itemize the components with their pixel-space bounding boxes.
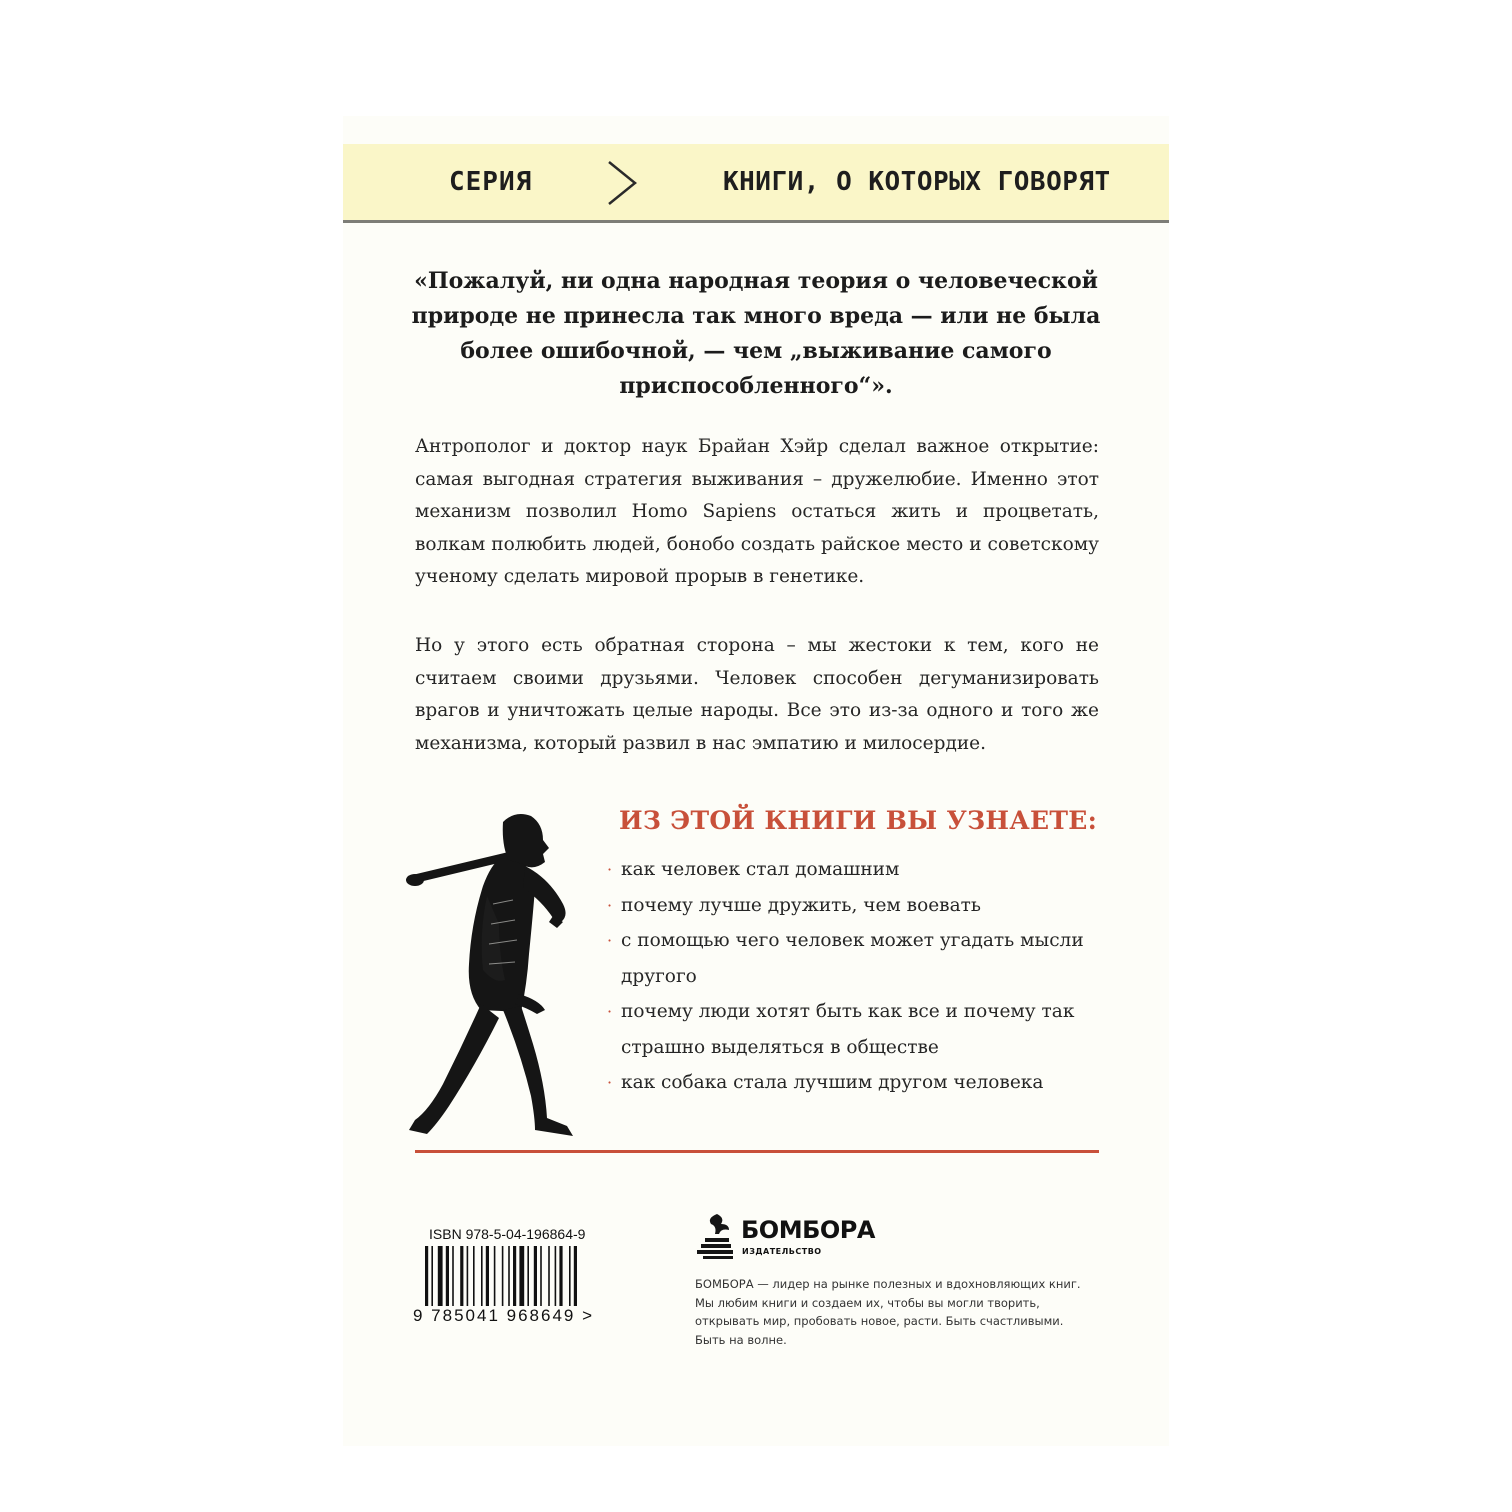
list-item (605, 923, 1105, 994)
bullet-icon: · (607, 931, 613, 950)
learn-list (605, 852, 1105, 1101)
bullet-icon: · (607, 895, 613, 915)
list-item-text: как собака стала лучшим другом человека (621, 1072, 1044, 1093)
learn-heading: ИЗ ЭТОЙ КНИГИ ВЫ УЗНАЕТЕ: (619, 806, 1098, 835)
series-band (343, 144, 1169, 223)
list-item-text: почему лучше дружить, чем воевать (621, 894, 981, 916)
publisher-description: БОМБОРА — лидер на рынке полезных и вдохновляющих книг. Мы любим книги и создаем их, чтобы вы могли творить, открывать мир, пробовать новое, расти. Быть счастливыми. Быть на волне. (695, 1277, 1081, 1347)
list-item-text: как человек стал домашним (621, 859, 900, 880)
list-item (605, 852, 1105, 888)
walking-hominid-illustration (403, 804, 593, 1154)
list-item-text: с помощью чего человек может угадать мысли другого (621, 930, 1084, 987)
bullet-icon: · (607, 1073, 613, 1092)
list-item-text: почему люди хотят быть как все и почему так страшно выделяться в обществе (621, 1001, 1075, 1058)
isbn-label: ISBN 978-5-04-196864-9 (429, 1226, 586, 1242)
series-label: СЕРИЯ (449, 167, 533, 197)
book-back-cover (343, 116, 1169, 1446)
series-title: КНИГИ, О КОТОРЫХ ГОВОРЯТ (723, 167, 1111, 197)
bullet-icon: · (607, 860, 613, 879)
list-item (605, 994, 1105, 1065)
bullet-icon: · (607, 1002, 613, 1021)
bombora-logo-icon (695, 1212, 737, 1260)
list-item (605, 888, 1105, 924)
chevron-right-icon (605, 158, 641, 208)
featured-quote: «Пожалуй, ни одна народная теория о человеческой природе не принесла так много вреда — или не была более ошибочной, — чем „выживание самого приспособленного“». (411, 268, 1101, 399)
ground-rule (415, 1150, 1099, 1153)
description-paragraph: Но у этого есть обратная сторона – мы жестоки к тем, кого не считаем своими друзьями. Человек способен дегуманизировать врагов и уничтожать целые народы. Все это из-за одного и того же механизма, который развил в нас эмпатию и милосердие. (415, 635, 1099, 754)
publisher-name: БОМБОРА (741, 1216, 875, 1244)
list-item (605, 1065, 1105, 1101)
publisher-subtitle: ИЗДАТЕЛЬСТВО (742, 1247, 822, 1256)
barcode (425, 1246, 625, 1306)
barcode-digits: 9 785041 968649 > (413, 1306, 595, 1325)
description-paragraph: Антрополог и доктор наук Брайан Хэйр сделал важное открытие: самая выгодная стратегия выживания – дружелюбие. Именно этот механизм позволил Homo Sapiens остаться жить и процветать, волкам полюбить людей, бонобо создать райское место и советскому ученому сделать мировой прорыв в генетике. (415, 436, 1099, 587)
